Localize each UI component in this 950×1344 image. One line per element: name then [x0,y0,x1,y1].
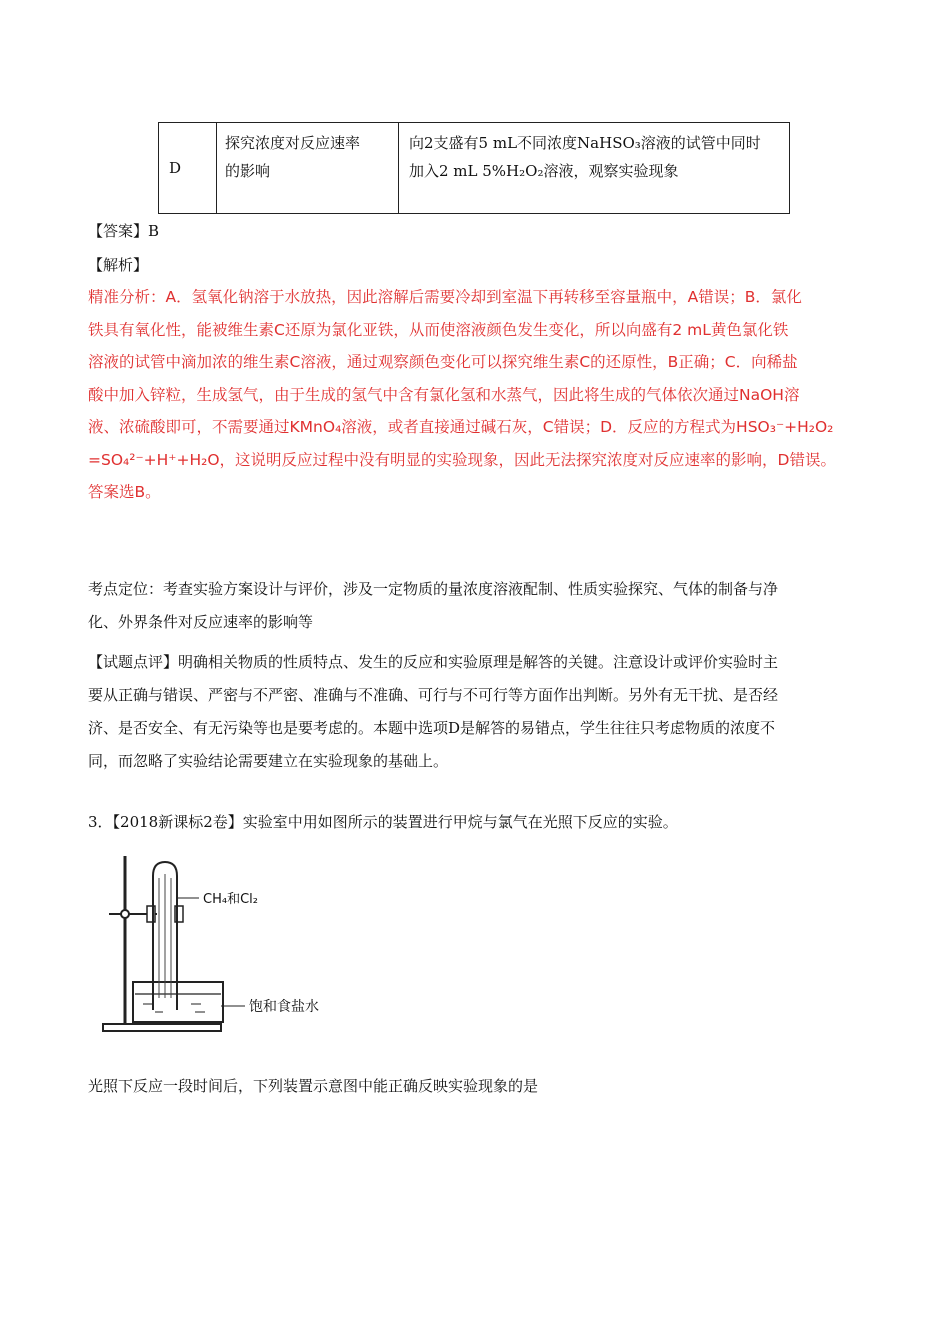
question-3: 3．【2018新课标2卷】实验室中用如图所示的装置进行甲烷与氯气在光照下反应的实验。 [88,813,678,831]
procedure-cell [399,123,789,213]
kaodian-line: 化、外界条件对反应速率的影响等 [88,613,314,631]
purpose-line-2: 的影响 [225,162,271,180]
analysis-line: 酸中加入锌粒，生成氢气，由于生成的氢气中含有氯化氢和水蒸气，因此将生成的气体依次通过NaOH溶 [88,385,800,404]
stand-base [103,1024,221,1031]
dianping-line: 同，而忽略了实验结论需要建立在实验现象的基础上。 [88,752,449,770]
liquid-label: 饱和食盐水 [249,999,319,1015]
answer-line: 【答案】B [88,222,160,240]
analysis-line: 精准分析：A．氢氧化钠溶于水放热，因此溶解后需要冷却到室温下再转移至容量瓶中，A错误；B．氯化 [88,288,802,306]
purpose-line-1: 探究浓度对反应速率 [225,134,361,152]
question-3-prompt: 光照下反应一段时间后，下列装置示意图中能正确反映实验现象的是 [88,1077,539,1095]
dianping-text [88,646,878,778]
clamp-knob [121,910,129,918]
analysis-line: 答案选B。 [88,483,161,501]
dianping-line: 【试题点评】明确相关物质的性质特点、发生的反应和实验原理是解答的关键。注意设计或评价实验时主 [88,653,779,671]
option-label: D [169,159,182,177]
kaodian-text [88,573,878,639]
gas-label: CH₄和Cl₂ [203,892,258,907]
analysis-heading: 【解析】 [88,256,149,274]
analysis-line: =SO₄²⁻+H⁺+H₂O，这说明反应过程中没有明显的实验现象，因此无法探究浓度对反应速率的影响，D错误。 [88,450,836,469]
procedure-line-2: 加入2 mL 5%H₂O₂溶液，观察实验现象 [409,162,679,180]
apparatus-figure [95,848,325,1038]
analysis-line: 铁具有氧化性，能被维生素C还原为氯化亚铁，从而使溶液颜色发生变化，所以向盛有2 mL黄色氯化铁 [88,320,789,339]
kaodian-line: 考点定位：考查实验方案设计与评价，涉及一定物质的量浓度溶液配制、性质实验探究、气体的制备与净 [88,580,779,598]
procedure-line-1: 向2支盛有5 mL不同浓度NaHSO₃溶液的试管中同时 [409,134,761,152]
experiment-table-row-d [158,122,790,214]
purpose-cell [217,123,399,213]
analysis-text [88,281,878,509]
dianping-line: 要从正确与错误、严密与不严密、准确与不准确、可行与不可行等方面作出判断。另外有无干扰、是否经 [88,686,779,704]
option-cell [159,123,217,213]
dianping-line: 济、是否安全、有无污染等也是要考虑的。本题中选项D是解答的易错点，学生往往只考虑物质的浓度不 [88,719,776,737]
analysis-line: 溶液的试管中滴加浓的维生素C溶液，通过观察颜色变化可以探究维生素C的还原性，B正确；C．向稀盐 [88,353,798,371]
analysis-line: 液、浓硫酸即可，不需要通过KMnO₄溶液，或者直接通过碱石灰，C错误；D．反应的方程式为HSO₃⁻+H₂O₂ [88,418,834,436]
